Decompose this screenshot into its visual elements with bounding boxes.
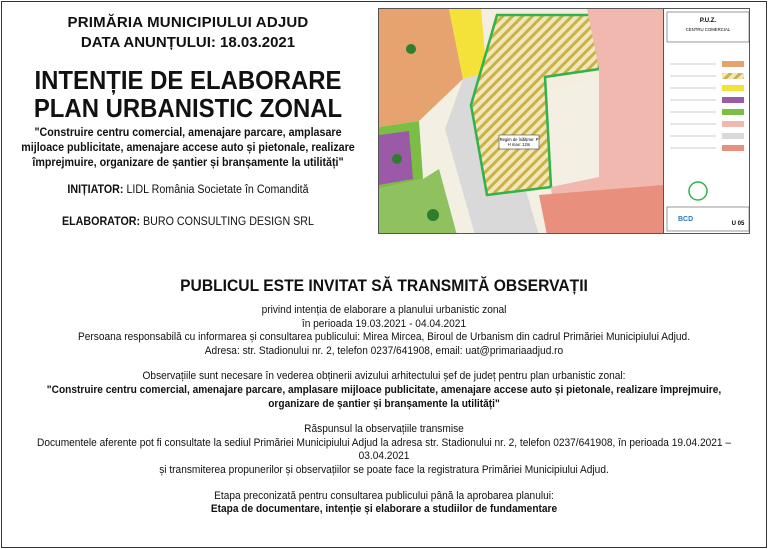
elaborator-label: ELABORATOR: — [62, 216, 141, 228]
invitation-line-1: privind intenția de elaborare a planului urbanistic zonal — [261, 304, 507, 316]
legend-drawing — [664, 9, 750, 234]
announcement-date: DATA ANUNȚULUI: 18.03.2021 — [80, 34, 296, 51]
lot-label-1: Regim de înălțime: P — [499, 137, 539, 142]
elaborator-value: BURO CONSULTING DESIGN SRL — [143, 216, 314, 228]
company-logo: BCD — [678, 216, 694, 223]
elaborator — [17, 215, 359, 229]
urban-plan-map — [378, 8, 750, 234]
submission-info: și transmiterea propunerilor și observațiilor se poate face la registratura Primăriei Municipiului Adjud. — [159, 463, 609, 476]
documents-info: Documentele aferente pot fi consultate la sediul Primăriei Municipiului Adjud la adresa str. Stadionului nr. 2, telefon 0237/641908, în perioada 19.04.2021 – 03.04.2021 — [37, 436, 731, 463]
sheet-number: U 05 — [731, 221, 745, 227]
observations-purpose: Observațiile sunt necesare în vederea obținerii avizului arhitectului șef de județ pentru plan urbanistic zonal: — [142, 370, 626, 383]
initiator-value: LIDL România Societate în Comandită — [126, 184, 309, 196]
initiator — [17, 183, 359, 197]
project-description: "Construire centru comercial, amenajare parcare, amplasare mijloace publicitate, amenajare accese auto și pietonale, realizare împrejmuire, organizare de șantier și branșamente la utilități" — [21, 127, 355, 169]
organization-name: PRIMĂRIA MUNICIPIULUI ADJUD — [67, 14, 309, 31]
legend-title: P.U.Z. — [699, 18, 717, 24]
invitation-period: în perioada 19.03.2021 - 04.04.2021 — [301, 317, 467, 330]
invitation-title: PUBLICUL ESTE INVITAT SĂ TRANSMITĂ OBSERVAȚII — [180, 276, 588, 295]
notice-title-line2: PLAN URBANISTIC ZONAL — [33, 93, 343, 123]
notice-title-line1: INTENȚIE DE ELABORARE — [34, 65, 342, 95]
plan-drawing — [379, 9, 663, 234]
stage-heading: Etapa preconizată pentru consultarea publicului până la aprobarea planului: — [214, 489, 554, 502]
lot-label-2: H max: 12m — [507, 142, 531, 147]
contact-address: Adresa: str. Stadionului nr. 2, telefon 0237/641908, email: uat@primariaadjud.ro — [204, 344, 564, 357]
public-invitation — [0, 276, 768, 517]
stage-value: Etapa de documentare, intenție și elaborare a studiilor de fundamentare — [210, 503, 558, 516]
project-quote-2: organizare de șantier și branșamente la utilități" — [268, 397, 500, 410]
response-heading: Răspunsul la observațiile transmise — [304, 423, 464, 436]
legend-subtitle: CENTRU COMERCIAL — [685, 27, 731, 32]
initiator-label: INIȚIATOR: — [67, 184, 124, 196]
project-quote-1: "Construire centru comercial, amenajare parcare, amplasare mijloace publicitate, amenajare accese auto și pietonale, realizare împrejmuire, — [46, 383, 722, 396]
notice-header — [4, 14, 372, 229]
plan-legend — [663, 9, 750, 234]
responsible-person: Persoana responsabilă cu informarea și consultarea publicului: Mirea Mircea, Biroul de Urbanism din cadrul Primăriei Municipiului Adjud. — [77, 331, 691, 344]
